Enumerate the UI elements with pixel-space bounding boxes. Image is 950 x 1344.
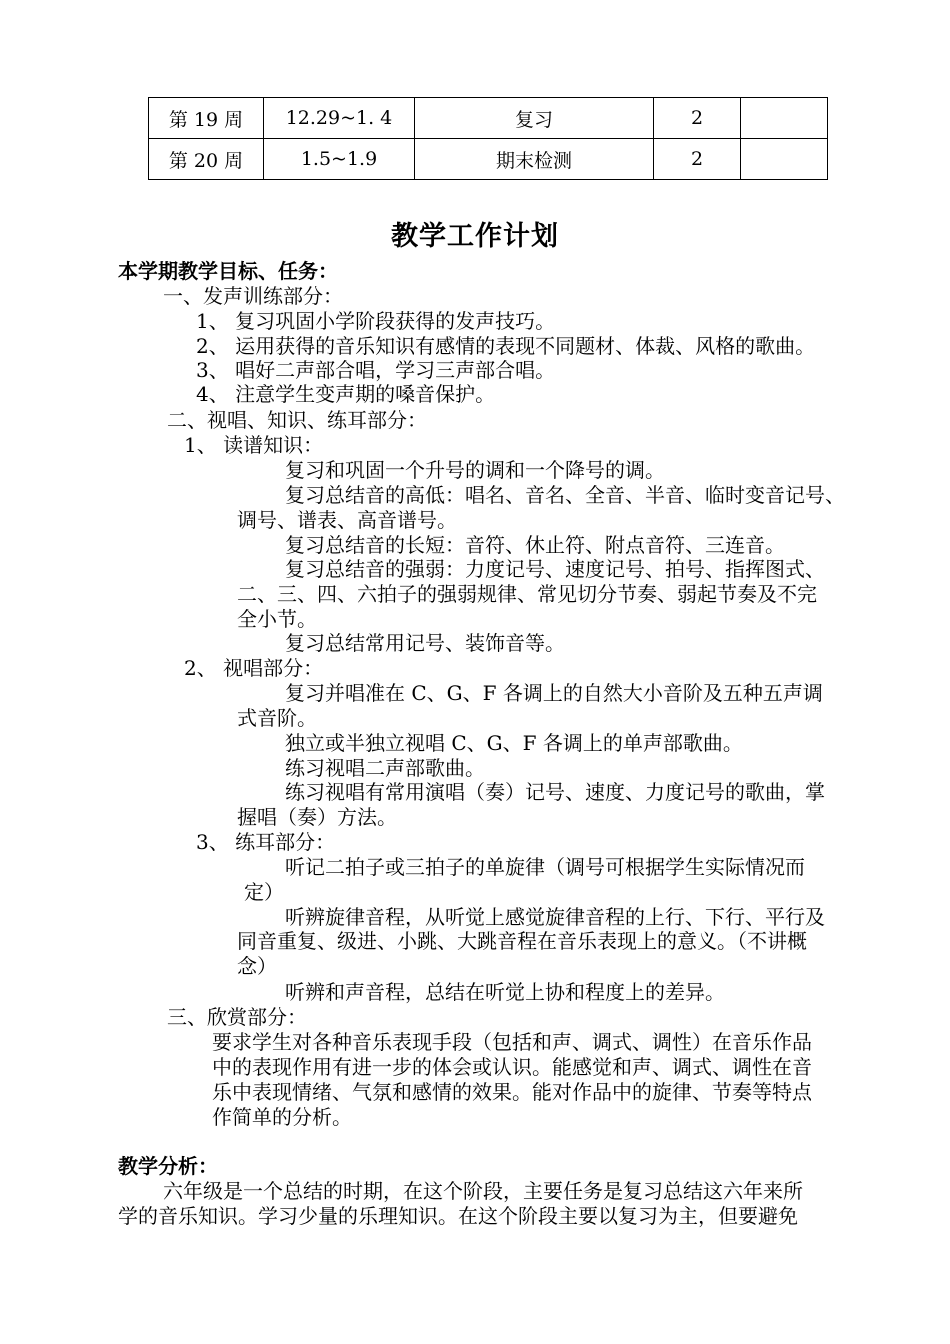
paragraph-line: 练习视唱二声部歌曲。	[285, 756, 485, 780]
list-item: 3、 唱好二声部合唱，学习三声部合唱。	[196, 358, 556, 382]
paragraph-line: 独立或半独立视唱 C、G、F 各调上的单声部歌曲。	[285, 731, 743, 755]
paragraph-line: 复习总结音的高低：唱名、音名、全音、半音、临时变音记号、	[285, 483, 845, 507]
analysis-heading: 教学分析：	[118, 1154, 218, 1178]
part3-heading: 三、欣赏部分：	[167, 1005, 307, 1029]
content-cell: 期末检测	[415, 139, 654, 180]
paragraph-line: 听辨和声音程，总结在听觉上协和程度上的差异。	[285, 980, 725, 1004]
note-cell	[741, 139, 828, 180]
dates-cell: 12.29~1. 4	[264, 98, 415, 139]
hours-cell: 2	[654, 139, 741, 180]
goals-heading: 本学期教学目标、任务：	[118, 259, 338, 283]
paragraph-line: 六年级是一个总结的时期，在这个阶段，主要任务是复习总结这六年来所	[163, 1179, 803, 1203]
paragraph-line: 要求学生对各种音乐表现手段（包括和声、调式、调性）在音乐作品	[212, 1030, 812, 1054]
hours-cell: 2	[654, 98, 741, 139]
paragraph-line: 听记二拍子或三拍子的单旋律（调号可根据学生实际情况而	[285, 855, 805, 879]
list-item: 2、 运用获得的音乐知识有感情的表现不同题材、体裁、风格的歌曲。	[196, 334, 816, 358]
paragraph-line: 全小节。	[237, 607, 317, 631]
part1-heading: 一、发声训练部分：	[163, 284, 343, 308]
table-row	[149, 98, 828, 139]
paragraph-line: 复习和巩固一个升号的调和一个降号的调。	[285, 458, 665, 482]
paragraph-line: 复习并唱准在 C、G、F 各调上的自然大小音阶及五种五声调	[285, 681, 823, 705]
list-item: 4、 注意学生变声期的嗓音保护。	[196, 382, 496, 406]
reading-heading: 1、 读谱知识：	[184, 433, 324, 457]
page-title: 教学工作计划	[391, 221, 559, 252]
paragraph-line: 复习总结常用记号、装饰音等。	[285, 631, 565, 655]
dates-cell: 1.5~1.9	[264, 139, 415, 180]
paragraph-line: 定）	[244, 880, 284, 904]
content-cell: 复习	[415, 98, 654, 139]
paragraph-line: 式音阶。	[237, 706, 317, 730]
paragraph-line: 作简单的分析。	[212, 1105, 352, 1129]
paragraph-line: 练习视唱有常用演唱（奏）记号、速度、力度记号的歌曲，掌	[285, 780, 825, 804]
table-row	[149, 139, 828, 180]
paragraph-line: 中的表现作用有进一步的体会或认识。能感觉和声、调式、调性在音	[212, 1055, 812, 1079]
paragraph-line: 乐中表现情绪、气氛和感情的效果。能对作品中的旋律、节奏等特点	[212, 1080, 812, 1104]
paragraph-line: 握唱（奏）方法。	[237, 805, 397, 829]
note-cell	[741, 98, 828, 139]
ear-heading: 3、 练耳部分：	[196, 830, 336, 854]
paragraph-line: 复习总结音的强弱：力度记号、速度记号、拍号、指挥图式、	[285, 557, 825, 581]
paragraph-line: 同音重复、级进、小跳、大跳音程在音乐表现上的意义。（不讲概	[237, 929, 807, 953]
part2-heading: 二、视唱、知识、练耳部分：	[167, 408, 427, 432]
paragraph-line: 二、三、四、六拍子的强弱规律、常见切分节奏、弱起节奏及不完	[237, 582, 817, 606]
paragraph-line: 复习总结音的长短：音符、休止符、附点音符、三连音。	[285, 533, 785, 557]
singing-heading: 2、 视唱部分：	[184, 656, 324, 680]
paragraph-line: 念）	[237, 954, 277, 978]
paragraph-line: 调号、谱表、高音谱号。	[237, 508, 457, 532]
list-item: 1、 复习巩固小学阶段获得的发声技巧。	[196, 309, 556, 333]
week-cell: 第 20 周	[149, 139, 264, 180]
paragraph-line: 听辨旋律音程，从听觉上感觉旋律音程的上行、下行、平行及	[285, 905, 825, 929]
paragraph-line: 学的音乐知识。学习少量的乐理知识。在这个阶段主要以复习为主，但要避免	[118, 1204, 798, 1228]
schedule-table	[148, 97, 828, 180]
week-cell: 第 19 周	[149, 98, 264, 139]
